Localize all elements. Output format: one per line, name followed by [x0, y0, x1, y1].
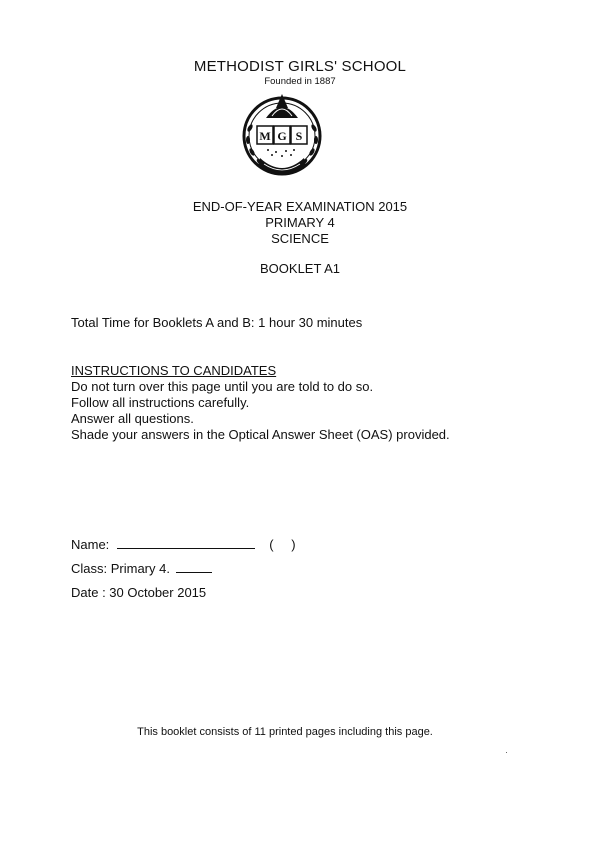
- school-crest-icon: [236, 88, 328, 184]
- instruction-line: Follow all instructions carefully.: [71, 395, 250, 410]
- founded-year: Founded in 1887: [264, 76, 336, 87]
- name-field: [71, 537, 296, 552]
- exam-subject: SCIENCE: [271, 231, 329, 246]
- class-label: Class: Primary 4.: [71, 561, 170, 576]
- school-name: METHODIST GIRLS' SCHOOL: [193, 58, 407, 75]
- exam-details: [0, 199, 600, 247]
- instructions-block: [71, 363, 450, 443]
- register-number-parens: ( ): [269, 537, 296, 552]
- name-label: Name:: [71, 537, 110, 552]
- date-field: Date : 30 October 2015: [71, 585, 207, 600]
- crest-letter-s: S: [295, 129, 303, 143]
- instructions-heading: INSTRUCTIONS TO CANDIDATES: [71, 363, 277, 378]
- exam-level: PRIMARY 4: [265, 215, 335, 230]
- page-count-note: This booklet consists of 11 printed pages including this page.: [137, 726, 433, 738]
- total-time: Total Time for Booklets A and B: 1 hour 30 minutes: [71, 315, 363, 330]
- booklet-label: BOOKLET A1: [260, 261, 340, 276]
- class-blank[interactable]: [176, 561, 212, 573]
- exam-title: END-OF-YEAR EXAMINATION 2015: [192, 199, 408, 214]
- name-blank[interactable]: [117, 537, 255, 549]
- instruction-line: Do not turn over this page until you are told to do so.: [71, 379, 374, 394]
- crest-letter-g: G: [277, 129, 287, 143]
- class-field: [71, 561, 212, 576]
- stray-mark: [506, 752, 507, 753]
- instruction-line: Shade your answers in the Optical Answer Sheet (OAS) provided.: [71, 427, 450, 442]
- instruction-line: Answer all questions.: [71, 411, 194, 426]
- crest-letter-m: M: [259, 129, 271, 143]
